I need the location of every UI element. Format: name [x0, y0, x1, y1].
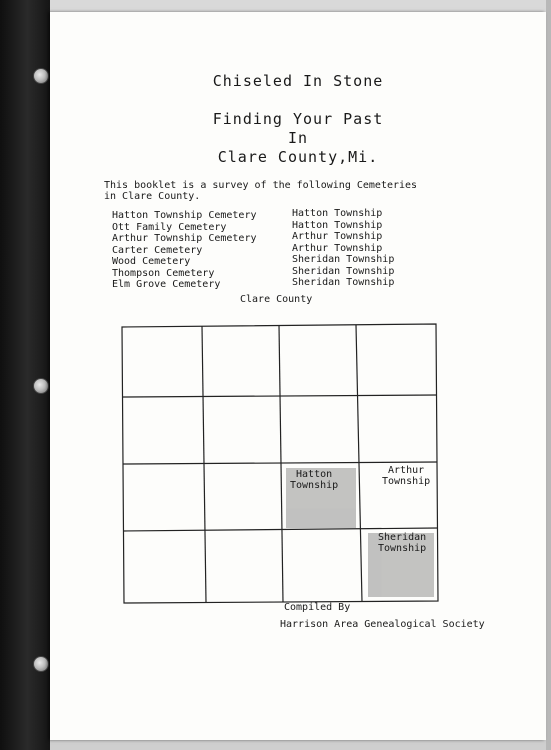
- map-title: Clare County: [240, 294, 313, 305]
- township-list: [292, 208, 394, 289]
- background-top: [0, 0, 551, 12]
- cemetery-name: Hatton Township Cemetery: [112, 210, 257, 221]
- map-label-line: Township: [378, 543, 427, 554]
- binder-hole-top: [33, 68, 49, 84]
- map-label-line: Township: [290, 480, 339, 491]
- map-label-arthur: [382, 465, 430, 487]
- cemetery-name: Thompson Cemetery: [112, 267, 215, 279]
- society-name: Harrison Area Genealogical Society: [280, 619, 485, 630]
- binder-hole-bottom: [33, 656, 49, 672]
- cemetery-name: Carter Cemetery: [112, 244, 203, 256]
- cemetery-township: Arthur Township: [292, 231, 383, 242]
- map-label-line: Hatton: [296, 469, 333, 480]
- title-line-2: Finding Your Past: [212, 110, 384, 128]
- map-gridline: [123, 528, 438, 531]
- intro-line-2: in Clare County.: [104, 191, 201, 202]
- map-gridline: [356, 325, 362, 602]
- cemetery-list: [112, 210, 257, 291]
- background-bottom: [0, 740, 551, 750]
- binder-hole-middle: [33, 378, 49, 394]
- county-map: [120, 323, 440, 605]
- map-gridline: [123, 462, 437, 464]
- background-right: [546, 0, 551, 750]
- cemetery-name: Ott Family Cemetery: [112, 221, 227, 233]
- map-label-line: Arthur: [388, 465, 425, 476]
- map-label-line: Township: [382, 476, 431, 487]
- title-line-4: Clare County,Mi.: [217, 148, 379, 166]
- map-label-sheridan: [378, 532, 426, 554]
- cemetery-name: Wood Cemetery: [112, 256, 191, 267]
- document-page: [50, 12, 546, 740]
- binder-spine: [0, 0, 50, 750]
- cemetery-township: Sheridan Township: [292, 277, 395, 288]
- cemetery-township: Hatton Township: [292, 219, 383, 231]
- map-label-hatton: [290, 469, 338, 491]
- cemetery-name: Elm Grove Cemetery: [112, 279, 221, 290]
- compiled-by: Compiled By: [284, 602, 351, 613]
- intro-text: [104, 180, 504, 202]
- title-line-1: Chiseled In Stone: [212, 72, 384, 90]
- map-label-line: Sheridan: [378, 532, 427, 543]
- cemetery-township: Sheridan Township: [292, 254, 395, 265]
- title-line-3: In: [287, 129, 309, 147]
- intro-line-1: This booklet is a survey of the following Cemeteries: [104, 180, 418, 191]
- cemetery-township: Sheridan Township: [292, 265, 395, 277]
- cemetery-township: Hatton Township: [292, 208, 383, 219]
- cemetery-name: Arthur Township Cemetery: [112, 233, 257, 244]
- cemetery-township: Arthur Township: [292, 242, 383, 254]
